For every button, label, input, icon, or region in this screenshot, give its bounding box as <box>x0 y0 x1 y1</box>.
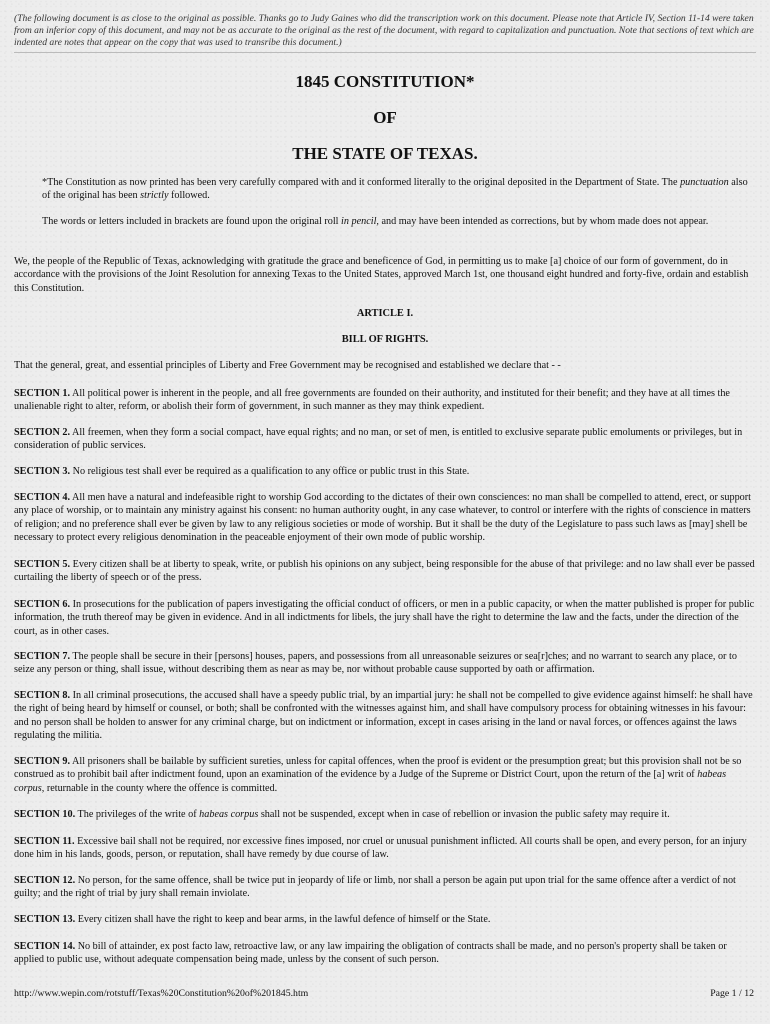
footnote-punctuation: *The Constitution as now printed has been very carefully compared with and it conformed literally to the original deposited in the Department of State. The punctuation also of the original has been strictly followed. <box>42 177 748 202</box>
declaration-intro: That the general, great, and essential principles of Liberty and Free Government may be recognised and established we declare that - - <box>14 360 561 371</box>
document-title-state: THE STATE OF TEXAS. <box>292 144 478 163</box>
section-5: SECTION 5. Every citizen shall be at liberty to speak, write, or publish his opinions on any subject, being responsible for the abuse of that privilege: and no law shall ever be passed curtailing the liberty of speech or of the press. <box>14 559 755 584</box>
section-10: SECTION 10. The privileges of the write of habeas corpus shall not be suspended, except when in case of rebellion or invasion the public safety may require it. <box>14 809 670 820</box>
section-6: SECTION 6. In prosecutions for the publication of papers investigating the official conduct of officers, or men in a public capacity, or when the matter published is proper for public information, the truth thereof may be given in evidence. And in all indictments for libels, the jury shall have the right to determine the law and the facts, under the direction of the court, as in other cases. <box>14 599 755 637</box>
section-12: SECTION 12. No person, for the same offence, shall be twice put in jeopardy of life or limb, nor shall a person be again put upon trial for the same offence after a verdict of not guilty; and the right of trial by jury shall remain inviolate. <box>14 875 736 900</box>
section-9: SECTION 9. All prisoners shall be bailable by sufficient sureties, unless for capital offences, when the proof is evident or the presumption great; but this provision shall not be so construed as to prohibit bail after indictment found, upon an examination of the evidence by a Judge of the Supreme or District Court, upon the return of the [a] writ of habeas corpus, returnable in the county where the offence is committed. <box>14 756 742 794</box>
bill-of-rights-heading: BILL OF RIGHTS. <box>341 334 429 345</box>
divider <box>14 52 756 53</box>
section-4: SECTION 4. All men have a natural and indefeasible right to worship God according to the dictates of their own consciences: no man shall be compelled to attend, erect, or support any place of worship, or to maintain any ministry against his consent: no human authority ought, in any case whatever, to control or interfere with the rights of conscience in matters of religion; and no preference shall ever be given by law to any religious societies or mode of worship. But it shall be the duty of the Legislature to pass such laws as [may] shell be necessary to protect every religious denomination in the peaceable enjoyment of their own mode of public worship. <box>14 492 751 543</box>
document-title: 1845 CONSTITUTION* <box>295 72 475 91</box>
section-3: SECTION 3. No religious test shall ever be required as a qualification to any office or public trust in this State. <box>14 466 470 477</box>
section-7: SECTION 7. The people shall be secure in their [persons] houses, papers, and possessions from all unreasonable seizures or sea[r]ches; and no warrant to search any place, or to seize any person or thing, shall issue, without describing them as near as may be, nor without probable cause supported by oath or affirmation. <box>14 651 737 676</box>
article-heading: ARTICLE I. <box>356 308 414 319</box>
section-14: SECTION 14. No bill of attainder, ex post facto law, retroactive law, or any law impairing the obligation of contracts shall be made, and no person's property shall be taken or applied to public use, without adequate compensation being made, unless by the consent of such person. <box>14 941 727 966</box>
section-11: SECTION 11. Excessive bail shall not be required, nor excessive fines imposed, nor cruel or unusual punishment inflicted. All courts shall be open, and every person, for an injury done him in his lands, goods, person, or reputation, shall have remedy by due course of law. <box>14 836 747 861</box>
footer-url: http://www.wepin.com/rotstuff/Texas%20Constitution%20of%201845.htm <box>14 988 309 999</box>
preamble: We, the people of the Republic of Texas, acknowledging with gratitude the grace and beneficence of God, in permitting us to make [a] choice of our form of government, do in accordance with the provisions of the Joint Resolution for annexing Texas to the United States, approved March 1st, one thousand eight hundred and forty-five, ordain and establish this Constitution. <box>14 256 749 294</box>
section-2: SECTION 2. All freemen, when they form a social compact, have equal rights; and no man, or set of men, is entitled to exclusive separate public emoluments or privileges, but in consideration of public services. <box>14 427 743 452</box>
footnote-brackets: The words or letters included in brackets are found upon the original roll in pencil, and may have been intended as corrections, but by whom made does not appear. <box>42 216 709 227</box>
document-title-of: OF <box>373 108 397 127</box>
page-number: Page 1 / 12 <box>710 988 754 999</box>
section-1: SECTION 1. All political power is inherent in the people, and all free governments are founded on their authority, and instituted for their benefit; and they have at all times the unalienable right to alter, reform, or abolish their form of government, in such manner as they may think expedient. <box>14 388 730 413</box>
editor-note: (The following document is as close to the original as possible. Thanks go to Judy Gaines who did the transcription work on this document. Please note that Article IV, Section 11-14 were taken from an inferior copy of this document, and may not be as accurate to the original as the rest of the document, with regard to capitalization and punctuation. Note that sections of text which are indented are notes that appear on the copy that was used to transribe this document.) <box>14 13 754 48</box>
section-13: SECTION 13. Every citizen shall have the right to keep and bear arms, in the lawful defence of himself or the State. <box>14 914 491 925</box>
section-8: SECTION 8. In all criminal prosecutions, the accused shall have a speedy public trial, by an impartial jury: he shall not be compelled to give evidence against himself: he shall have the right of being heard by himself or counsel, or both; shall be confronted with the witnesses against him, and shall have compulsory process for obtaining witnesses in his favour: and no person shall be holden to answer for any criminal charge, but on indictment or information, except in cases arising in the land or naval forces, or offences against the laws regulating the militia. <box>14 690 753 741</box>
